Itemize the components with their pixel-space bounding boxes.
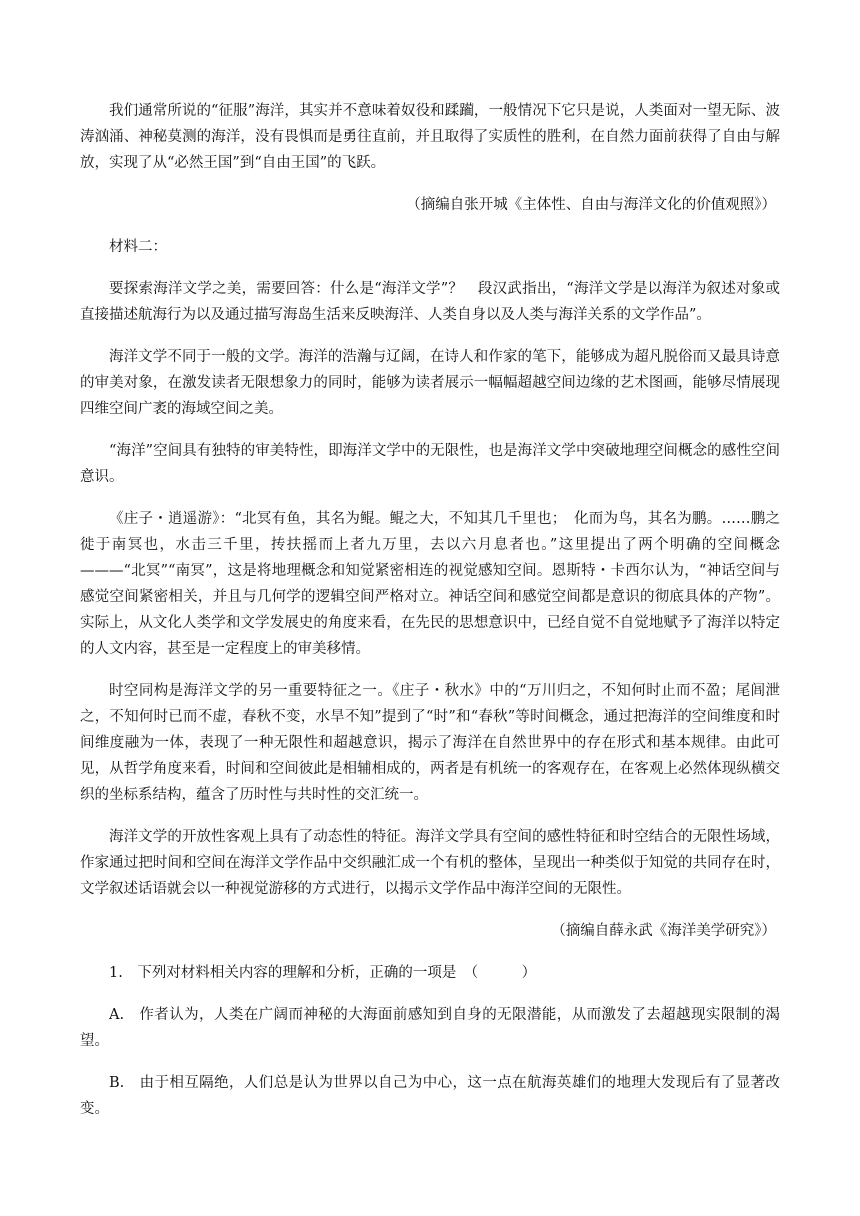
paragraph-conquer-ocean: 我们通常所说的“征服”海洋，其实并不意味着奴役和蹂躏，一般情况下它只是说，人类面对一望无际、波涛汹涌、神秘莫测的海洋，没有畏惧而是勇往直前，并且取得了实质性的胜利，在自然力面前获得了自由与解放，实现了从“必然王国”到“自由王国”的飞跃。 [80, 103, 780, 171]
source-citation-2: （摘编自薛永武《海洋美学研究》） [551, 923, 776, 939]
material-two-heading: 材料二： [109, 239, 167, 255]
paragraph-zhuangzi-xiaoyaoyou: 《庄子・逍遥游》：“北冥有鱼，其名为鲲。鲲之大，不知其几千里也； 化而为鸟，其名为鹏。……鹏之徙于南冥也，水击三千里，抟扶摇而上者九万里，去以六月息者也。”这里提出了两个明确的空间概念———“北冥”“南冥”，这是将地理概念和知觉紧密相连的视觉感知空间。恩斯特・卡西尔认为，“神话空间与感觉空间紧密相关，并且与几何学的逻辑空间严格对立。神话空间和感觉空间都是意识的彻底具体的产物”。实际上，从文化人类学和文学发展史的角度来看，在先民的思想意识中，已经自觉不自觉地赋予了海洋以特定的人文内容，甚至是一定程度上的审美移情。 [80, 511, 780, 657]
paragraph-space-aesthetics: “海洋”空间具有独特的审美特性，即海洋文学中的无限性，也是海洋文学中突破地理空间概念的感性空间意识。 [80, 443, 780, 485]
paragraph-ocean-literature-difference: 海洋文学不同于一般的文学。海洋的浩瀚与辽阔，在诗人和作家的笔下，能够成为超凡脱俗而又最具诗意的审美对象，在激发读者无限想象力的同时，能够为读者展示一幅幅超越空间边缘的艺术图画，能够尽情展现四维空间广袤的海域空间之美。 [80, 349, 780, 417]
source-citation-1: （摘编自张开城《主体性、自由与海洋文化的价值观照》） [406, 197, 776, 213]
question-1: 1. 下列对材料相关内容的理解和分析，正确的一项是 （ ） [109, 965, 537, 981]
document-page [80, 98, 780, 1122]
paragraph-time-space-isomorphism: 时空同构是海洋文学的另一重要特征之一。《庄子・秋水》中的“万川归之，不知何时止而不盈；尾闾泄之，不知何时已而不虚，春秋不变，水旱不知”提到了“时”和“春秋”等时间概念，通过把海洋的空间维度和时间维度融为一体，表现了一种无限性和超越意识，揭示了海洋在自然世界中的存在形式和基本规律。由此可见，从哲学角度来看，时间和空间彼此是相辅相成的，两者是有机统一的客观存在，在客观上必然体现纵横交织的坐标系结构，蕴含了历时性与共时性的交汇统一。 [80, 683, 780, 803]
option-a: A. 作者认为，人类在广阔而神秘的大海面前感知到自身的无限潜能，从而激发了去超越现实限制的渴望。 [80, 1007, 780, 1049]
paragraph-ocean-literature-definition: 要探索海洋文学之美，需要回答：什么是“海洋文学”？ 段汉武指出，“海洋文学是以海洋为叙述对象或直接描述航海行为以及通过描写海岛生活来反映海洋、人类自身以及人类与海洋关系的文学作品”。 [80, 281, 780, 323]
option-b: B. 由于相互隔绝，人们总是认为世界以自己为中心，这一点在航海英雄们的地理大发现后有了显著改变。 [80, 1075, 780, 1117]
paragraph-openness-dynamics: 海洋文学的开放性客观上具有了动态性的特征。海洋文学具有空间的感性特征和时空结合的无限性场域，作家通过把时间和空间在海洋文学作品中交织融汇成一个有机的整体，呈现出一种类似于知觉的共同存在时，文学叙述话语就会以一种视觉游移的方式进行，以揭示文学作品中海洋空间的无限性。 [80, 829, 780, 897]
